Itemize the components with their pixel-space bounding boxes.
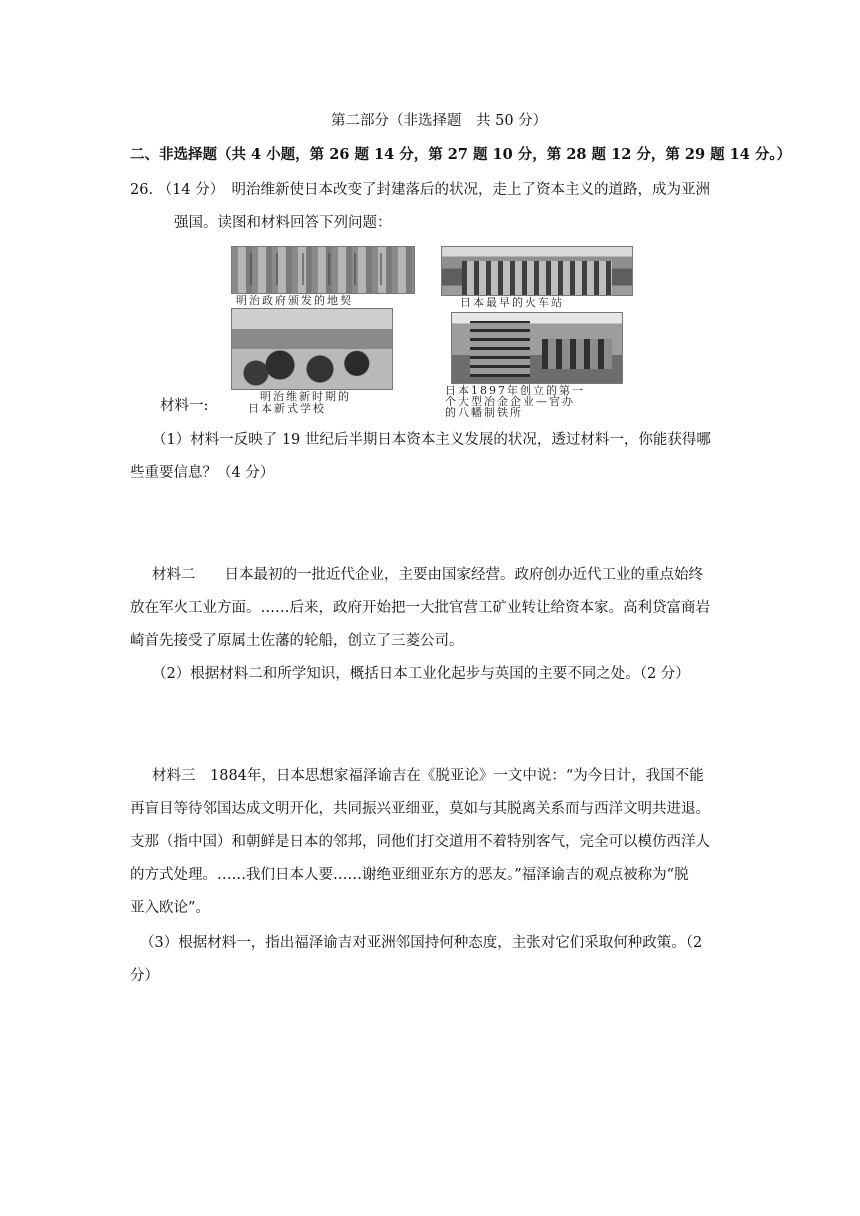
section-header: 二、非选择题（共 4 小题，第 26 题 14 分，第 27 题 10 分，第 28 题 12 分，第 29 题 14 分。）: [130, 146, 792, 163]
material-3-cont-3: 的方式处理。……我们日本人要……谢绝亚细亚东方的恶友。”福泽谕吉的观点被称为“脱: [130, 867, 689, 883]
sub-question-3: （3）根据材料一，指出福泽谕吉对亚洲邻国持何种态度，主张对它们采取何种政策。（2: [140, 935, 703, 951]
material-1-label: 材料一:: [160, 398, 209, 414]
caption-first-railway-station: 日本最早的火车站: [460, 296, 564, 309]
caption-land-deed: 明治政府颁发的地契: [236, 294, 353, 307]
sub-question-2: （2）根据材料二和所学知识，概括日本工业化起步与英国的主要不同之处。（2 分）: [152, 666, 690, 682]
material-3-cont-2: 支那（指中国）和朝鲜是日本的邻邦，同他们打交道用不着特别客气，完全可以模仿西洋人: [130, 834, 710, 850]
caption-yawata-steel-works: 日本1897年创立的第一: [445, 384, 585, 397]
sub-question-3-cont: 分）: [130, 968, 159, 984]
photo-yawata-steel-works: [451, 312, 623, 384]
material-2-cont-1: 放在军火工业方面。……后来，政府开始把一大批官营工矿业转让给资本家。高利贷富商岩: [130, 600, 710, 616]
material-3: 材料三 1884年，日本思想家福泽谕吉在《脱亚论》一文中说：“为今日计，我国不能: [152, 768, 704, 784]
caption-yawata-steel-works-2: 个大型冶金企业—官办: [445, 395, 575, 408]
material-2-cont-2: 崎首先接受了原属土佐藩的轮船，创立了三菱公司。: [130, 633, 464, 649]
material-2: 材料二 日本最初的一批近代企业，主要由国家经营。政府创办近代工业的重点始终: [152, 567, 703, 583]
caption-new-style-school-2: 日本新式学校: [248, 402, 326, 415]
photo-land-deed: [231, 246, 415, 294]
material-3-cont-4: 亚入欧论”。: [130, 900, 210, 916]
sub-question-1: （1）材料一反映了 19 世纪后半期日本资本主义发展的状况，透过材料一，你能获得哪: [152, 432, 711, 448]
caption-new-style-school: 明治维新时期的: [260, 390, 351, 403]
photo-first-railway-station: [441, 246, 633, 296]
question-26-intro: 26. （14 分） 明治维新使日本改变了封建落后的状况，走上了资本主义的道路，成为亚洲: [130, 182, 710, 198]
sub-question-1-cont: 些重要信息？（4 分）: [130, 465, 275, 481]
caption-yawata-steel-works-3: 的八幡制铁所: [445, 406, 523, 419]
photo-new-style-school: [231, 308, 393, 390]
section-title: 第二部分（非选择题 共 50 分）: [331, 113, 548, 129]
question-26-intro-cont: 强国。读图和材料回答下列问题：: [174, 215, 392, 231]
material-3-cont-1: 再盲目等待邻国达成文明开化，共同振兴亚细亚，莫如与其脱离关系而与西洋文明共进退。: [130, 801, 710, 817]
